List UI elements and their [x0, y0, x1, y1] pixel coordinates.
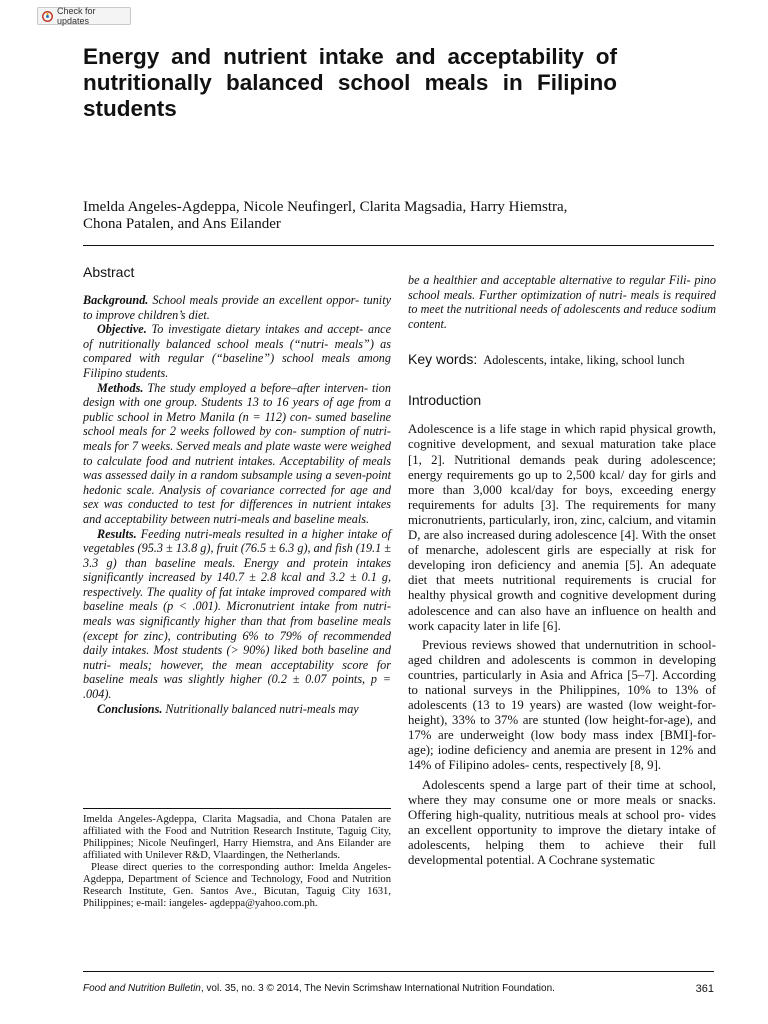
check-for-updates-badge[interactable] — [37, 7, 131, 25]
intro-paragraph-1: Adolescence is a life stage in which rapid physical growth, cognitive development, and sexual maturation take place [1, 2]. Nutritional demands peak during adolescence; energy requirements go up to 2,500 kcal/ day for girls and more than 3,000 kcal/day for boys, exceeding energy requirements for adults [3]. The requirements for many micronutrients, particularly, iron, zinc, calcium, and vitamin D, are also increased during adolescence [4]. With the onset of menarche, adolescent girls are especially at risk for developing iron deficiency and anemia [5]. An adequate diet that meets nutritional requirements is crucial for healthy physical growth and cognitive development during adolescence and can also have an influence on health and work capacity later in life [6]. — [408, 422, 716, 633]
keywords-label: Key words: — [408, 351, 478, 368]
introduction-body — [408, 422, 716, 868]
footer-rule — [83, 971, 714, 972]
abstract-body — [83, 293, 391, 716]
background-text: School meals provide an excellent oppor- tunity to improve children’s diet. — [83, 293, 391, 322]
intro-paragraph-2: Previous reviews showed that undernutrition in school-aged children and adolescents is common in developing countries, particularly in Asia and Africa [5–7]. According to national surveys in the Philippines, 10% to 13% of adolescents (13 to 19 years) are wasted (low weight-for-height), 33% to 37% are stunted (low height-for-age), and 17% are underweight (low body mass index [BMI]-for-age); iodine deficiency and anemia are present in 12% and 14% of Filipino adoles- cents, respectively [8, 9]. — [408, 637, 716, 773]
conclusions-label: Conclusions. — [97, 701, 163, 716]
journal-name: Food and Nutrition Bulletin — [83, 983, 201, 994]
abstract-heading: Abstract — [83, 264, 135, 280]
update-check-icon — [42, 11, 53, 22]
affiliation-note: Imelda Angeles-Agdeppa, Clarita Magsadia, and Chona Patalen are affiliated with the Food and Nutrition Research Institute, Taguig City, Philippines; Nicole Neufingerl, Harry Hiemstra, and Ans Eilander are affiliated with Unilever R&D, Vlaardingen, the Netherlands. — [83, 814, 391, 861]
methods-label: Methods. — [97, 380, 144, 395]
results-text: Feeding nutri-meals resulted in a higher intake of vegetables (95.3 ± 13.8 g), fruit (76.5 ± 6.3 g), and fish (19.1 ± 3.3 g) than baseline meals. Energy and protein intakes significantly increased by 140.7 ± 2.8 kcal and 3.2 ± 0.1 g, respectively. The quality of fat intake improved compared with baseline meals (p < .001). Micronutrient intake from nutri-meals was significantly higher than that from baseline meals (except for zinc), contributing 6% to 79% of recommended daily intakes. Most students (> 90%) liked both baseline and nutri- meals; however, the mean acceptability score for baseline meals was slightly higher (0.2 ± 0.07 points, p = .004). — [83, 526, 391, 702]
author-footnote — [83, 814, 391, 910]
page-footer — [83, 983, 714, 997]
header-rule — [83, 245, 714, 246]
objective-label: Objective. — [97, 322, 147, 337]
abstract-objective — [83, 322, 391, 380]
abstract-continued-text: be a healthier and acceptable alternative to regular Fili- pino school meals. Further optimization of nutri- meals is required to meet the nutritional needs of adolescents and reduce sodium content. — [408, 273, 716, 331]
journal-citation — [83, 983, 555, 994]
footnote-rule — [83, 808, 391, 809]
correspondence-note: Please direct queries to the corresponding author: Imelda Angeles-Agdeppa, Department of Science and Technology, Food and Nutrition Research Institute, Gen. Santos Ave., Bicutan, Taguig City 1631, Philippines; e-mail: iangeles- agdeppa@yahoo.com.ph. — [83, 862, 391, 909]
right-column — [408, 273, 716, 872]
abstract-methods — [83, 381, 391, 527]
results-label: Results. — [97, 526, 137, 541]
conclusions-text: Nutritionally balanced nutri-meals may — [162, 701, 359, 716]
left-column — [83, 264, 391, 716]
methods-text: The study employed a before–after interven- tion design with one group. Students 13 to 16 years of age from a public school in Metro Manila (n = 112) con- sumed baseline school meals for 2 weeks followed by con- sumption of nutri-meals for 7 weeks. Served meals and plate waste were weighed to calculate food and nutrient intakes. Acceptability of meals was assessed daily in a random subsample using a seven-point hedonic scale. Analysis of covariance corrected for age and sex was conducted to test for differences in nutrient intakes and acceptability between nutri-meals and baseline meals. — [83, 380, 391, 526]
abstract-background — [83, 293, 391, 322]
abstract-continued — [408, 273, 716, 331]
introduction-heading: Introduction — [408, 392, 482, 409]
badge-label: Check for updates — [57, 6, 96, 26]
keywords-values: Adolescents, intake, liking, school lunch — [483, 353, 685, 368]
abstract-conclusions — [83, 702, 391, 717]
citation-text: , vol. 35, no. 3 © 2014, The Nevin Scrimshaw International Nutrition Foundation. — [200, 983, 555, 994]
keywords — [408, 351, 716, 368]
author-list: Imelda Angeles-Agdeppa, Nicole Neufingerl, Clarita Magsadia, Harry Hiemstra, Chona Patalen, and Ans Eilander — [83, 199, 568, 232]
objective-text: To investigate dietary intakes and accept- ance of nutritionally balanced school meals (“nutri- meals”) as compared with regular (“baseline”) school meals among Filipino students. — [83, 322, 391, 380]
abstract-results — [83, 527, 391, 702]
page-number: 361 — [695, 983, 714, 995]
background-label: Background. — [83, 293, 149, 307]
article-title: Energy and nutrient intake and acceptability of nutritionally balanced school meals in Filipino students — [83, 44, 617, 121]
intro-paragraph-3: Adolescents spend a large part of their time at school, where they may consume one or more meals or snacks. Offering high-quality, nutritious meals at school pro- vides an excellent opportunity to improve the dietary intake of adolescents, helping them to achieve their full developmental potential. A Cochrane systematic — [408, 777, 716, 867]
